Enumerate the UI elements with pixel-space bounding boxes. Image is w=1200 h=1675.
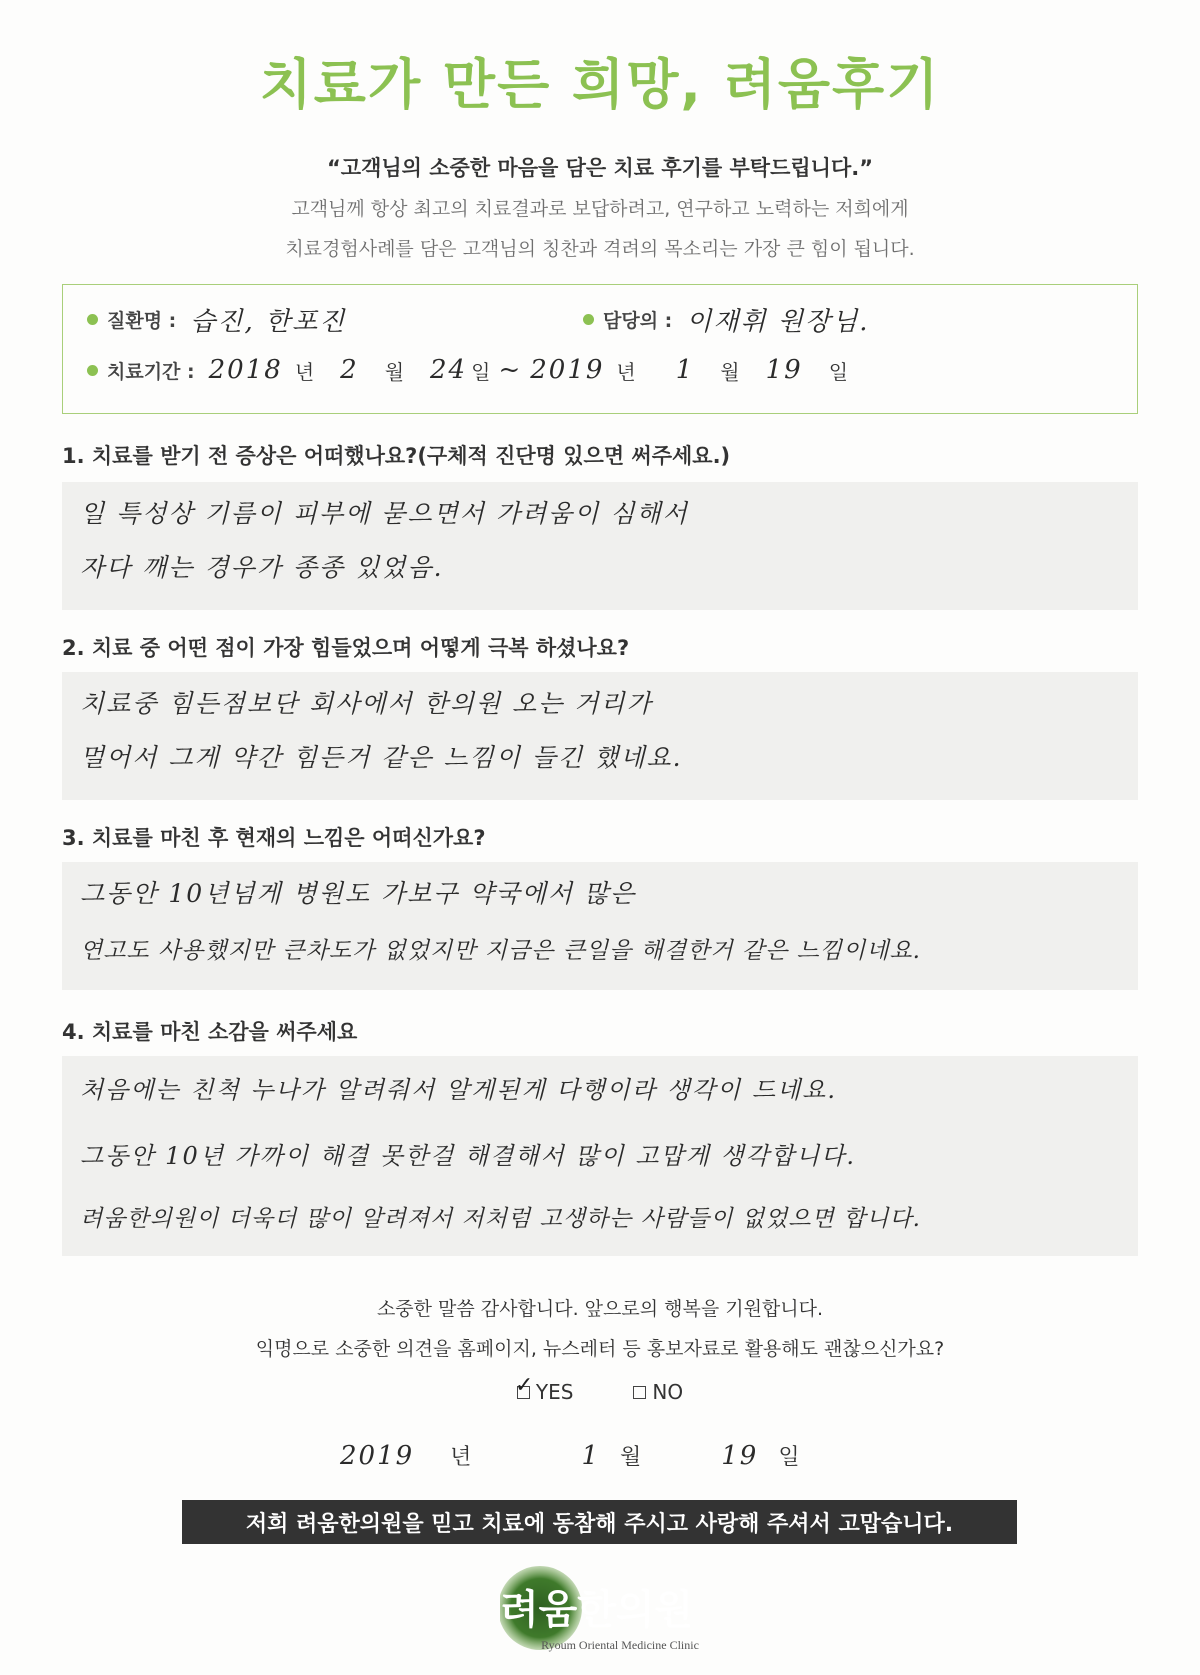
intro-quote: “고객님의 소중한 마음을 담은 치료 후기를 부탁드립니다.” (326, 156, 874, 180)
period-end-month[interactable]: 1 (675, 355, 695, 385)
signature-date (340, 1440, 800, 1471)
period-end-year[interactable]: 2019 (530, 355, 605, 385)
yes-label: YES (535, 1380, 574, 1404)
date-day[interactable]: 19 (721, 1441, 759, 1471)
answer-line: 일 특성상 기름이 피부에 묻으면서 가려움이 심해서 (80, 499, 689, 528)
clinic-logo (500, 1564, 740, 1664)
period-start-day[interactable]: 24 (430, 355, 468, 385)
unit-year: 년 (616, 359, 636, 384)
disease-value[interactable]: 습진, 한포진 (190, 307, 347, 337)
doctor-label: 담당의 : (603, 310, 673, 332)
answer-4-box[interactable] (62, 1056, 1138, 1256)
date-month[interactable]: 1 (581, 1441, 600, 1471)
intro-line-1: 고객님께 항상 최고의 치료결과로 보답하려고, 연구하고 노력하는 저희에게 (291, 198, 909, 220)
bullet-dot-icon (87, 314, 98, 325)
yes-checkbox[interactable] (517, 1386, 530, 1399)
unit-year: 년 (294, 359, 315, 384)
no-checkbox[interactable] (633, 1386, 646, 1399)
question-3: 3. 치료를 마친 후 현재의 느낌은 어떠신가요? (62, 826, 486, 850)
answer-line: 연고도 사용했지만 큰차도가 없었지만 지금은 큰일을 해결한거 같은 느낌이네요. (80, 938, 921, 964)
thanks-text: 소중한 말씀 감사합니다. 앞으로의 행복을 기원합니다. (376, 1298, 824, 1320)
unit-month: 월 (720, 359, 740, 384)
unit-month: 월 (619, 1445, 642, 1470)
date-year[interactable]: 2019 (340, 1441, 415, 1471)
consent-options (0, 1380, 1200, 1404)
answer-line: 치료중 힘든점보단 회사에서 한의원 오는 거리가 (80, 689, 653, 718)
logo-text-korean: 려움한의원 (500, 1586, 694, 1633)
answer-1-box[interactable] (62, 482, 1138, 610)
unit-day: 일 (471, 359, 491, 384)
consent-question: 익명으로 소중한 의견을 홈페이지, 뉴스레터 등 홍보자료로 활용해도 괜찮으신가요? (255, 1338, 945, 1360)
period-label: 치료기간 : (107, 360, 195, 383)
answer-line: 처음에는 친척 누나가 알려줘서 알게된게 다행이라 생각이 드네요. (80, 1076, 837, 1104)
consent-no-option[interactable] (633, 1380, 683, 1404)
period-tilde: ~ (498, 355, 523, 385)
closing-banner: 저희 려움한의원을 믿고 치료에 동참해 주시고 사랑해 주셔서 고맙습니다. (182, 1500, 1017, 1544)
answer-line: 그동안 10년 가까이 해결 못한걸 해결해서 많이 고맙게 생각합니다. (80, 1142, 856, 1170)
bullet-dot-icon (583, 314, 594, 325)
page-title: 치료가 만든 희망, 려움후기 (259, 53, 941, 116)
no-label: NO (652, 1380, 684, 1404)
answer-line: 려움한의원이 더욱더 많이 알려져서 저처럼 고생하는 사람들이 없었으면 합니다. (80, 1206, 921, 1232)
disease-label: 질환명 : (107, 310, 177, 332)
period-row (87, 355, 848, 385)
bullet-dot-icon (87, 365, 98, 376)
unit-day: 일 (778, 1445, 800, 1470)
unit-day: 일 (828, 359, 849, 384)
question-4: 4. 치료를 마친 소감을 써주세요 (62, 1020, 358, 1044)
period-end-day[interactable]: 19 (765, 355, 803, 385)
period-start-year[interactable]: 2018 (208, 355, 283, 385)
answer-2-box[interactable] (62, 672, 1138, 800)
disease-row (87, 301, 346, 338)
intro-line-2: 치료경험사례를 담은 고객님의 칭찬과 격려의 목소리는 가장 큰 힘이 됩니다. (285, 238, 915, 260)
answer-line: 멀어서 그게 약간 힘든거 같은 느낌이 들긴 했네요. (80, 743, 683, 772)
question-1: 1. 치료를 받기 전 증상은 어떠했나요?(구체적 진단명 있으면 써주세요.) (62, 444, 731, 468)
answer-line: 자다 깨는 경우가 종종 있었음. (80, 553, 444, 582)
logo-text-english: Ryoum Oriental Medicine Clinic (541, 1638, 699, 1652)
unit-year: 년 (450, 1445, 472, 1470)
answer-3-box[interactable] (62, 862, 1138, 990)
question-2: 2. 치료 중 어떤 점이 가장 힘들었으며 어떻게 극복 하셨나요? (62, 636, 630, 660)
period-start-month[interactable]: 2 (340, 355, 359, 385)
consent-yes-option[interactable] (517, 1380, 574, 1404)
unit-month: 월 (384, 359, 405, 384)
doctor-row (583, 301, 870, 338)
patient-info-box (62, 284, 1138, 414)
answer-line: 그동안 10년넘게 병원도 가보구 약국에서 많은 (80, 879, 637, 908)
doctor-value[interactable]: 이재휘 원장님. (686, 307, 870, 337)
